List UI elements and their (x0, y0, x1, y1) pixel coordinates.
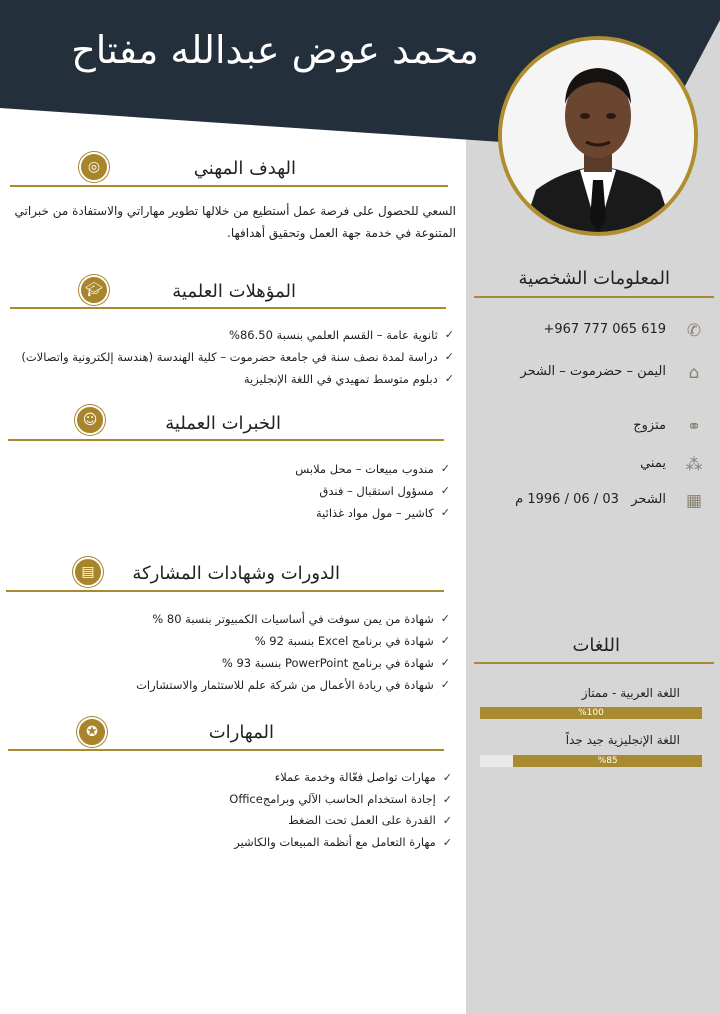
check-icon: ✓ (442, 792, 452, 806)
check-icon: ✓ (440, 634, 450, 647)
profile-photo (498, 36, 698, 236)
candidate-name: محمد عوض عبدالله مفتاح (71, 28, 479, 72)
people-icon: ⁂ (685, 455, 703, 475)
list-item: ✓ إجادة استخدام الحاسب الآلي وبرامجOffice (229, 789, 452, 811)
language-english-label: اللغة الإنجليزية جيد جداً (565, 733, 680, 747)
check-icon: ✓ (440, 678, 450, 691)
marital-row (470, 416, 716, 438)
nationality-text: يمني (640, 456, 666, 471)
list-item: ✓ مهارات تواصل فعّالة وخدمة عملاء (229, 767, 452, 789)
education-divider (10, 307, 446, 309)
list-item: ✓ شهادة في ريادة الأعمال من شركة علم للاستثمار والاستشارات (136, 674, 450, 696)
check-icon: ✓ (440, 506, 450, 519)
language-arabic-label: اللغة العربية - ممتاز (581, 686, 680, 700)
personal-info-title: المعلومات الشخصية (518, 268, 670, 289)
target-icon: ◎ (79, 152, 109, 182)
phone-icon: ✆ (686, 321, 702, 341)
language-english-bar (480, 755, 702, 767)
language-arabic-fill: %100 (480, 707, 702, 719)
list-item: ✓ كاشير – مول مواد غذائية (295, 502, 450, 524)
experience-divider (8, 439, 444, 441)
graduation-cap-icon: 🎓︎ (79, 275, 109, 305)
phone-number: +967 777 065 619 (543, 322, 666, 337)
courses-list (136, 608, 450, 696)
skills-title: المهارات (208, 722, 274, 743)
home-icon: ⌂ (688, 363, 700, 383)
list-item: ✓ مهارة التعامل مع أنظمة المبيعات والكاشير (229, 832, 452, 854)
list-item: ✓ شهادة من يمن سوفت في أساسيات الكمبيوتر بنسبة 80 % (136, 608, 450, 630)
head-profile-icon: ☺ (75, 405, 105, 435)
check-icon: ✓ (440, 656, 450, 669)
objective-divider (10, 185, 448, 187)
check-icon: ✓ (444, 328, 454, 341)
phone-row (470, 320, 716, 342)
list-item: ✓ ثانوية عامة – القسم العلمي بنسبة 86.50% (21, 324, 454, 346)
language-english-fill: %85 (513, 755, 702, 767)
skills-list (229, 767, 452, 853)
check-icon: ✓ (442, 771, 452, 784)
experience-list (295, 458, 450, 524)
check-icon: ✓ (440, 484, 450, 497)
skills-divider (8, 749, 444, 751)
language-arabic-bar (480, 707, 702, 719)
personal-info-divider (474, 296, 714, 298)
check-icon: ✓ (440, 612, 450, 625)
list-item: ✓ شهادة في برنامج PowerPoint بنسبة 93 % (136, 652, 450, 674)
calendar-icon: ▦ (685, 491, 703, 511)
check-icon: ✓ (442, 835, 452, 849)
list-item: ✓ مسؤول استقبال – فندق (295, 480, 450, 502)
courses-divider (6, 590, 444, 592)
list-item: ✓ شهادة في برنامج Excel بنسبة 92 % (136, 630, 450, 652)
check-icon: ✓ (444, 372, 454, 385)
birth-row (470, 490, 716, 512)
languages-title: اللغات (572, 635, 620, 656)
presentation-icon: ▤ (73, 557, 103, 587)
birth-text: الشحر 03 / 06 / 1996 م (515, 492, 666, 507)
list-item: ✓ دبلوم متوسط تمهيدي في اللغة الإنجليزية (21, 368, 454, 390)
courses-title: الدورات وشهادات المشاركة (132, 563, 340, 584)
languages-divider (474, 662, 714, 664)
list-item: ✓ مندوب مبيعات – محل ملابس (295, 458, 450, 480)
check-icon: ✓ (442, 814, 452, 827)
experience-title: الخبرات العملية (165, 413, 281, 434)
nationality-row (470, 454, 716, 476)
marital-status: متزوج (633, 418, 666, 433)
objective-title: الهدف المهني (193, 158, 296, 179)
education-title: المؤهلات العلمية (172, 281, 296, 302)
rings-icon: ⚭ (686, 417, 702, 437)
address-row (470, 362, 716, 384)
check-icon: ✓ (440, 462, 450, 475)
idea-head-icon: ✪ (77, 717, 107, 747)
objective-text: السعي للحصول على فرصة عمل أستطيع من خلالها تطوير مهاراتي والاستفادة من خبراتي المتنوعة في خدمة جهة العمل وتحقيق أهدافها. (14, 204, 456, 240)
address-text: اليمن – حضرموت – الشحر (520, 364, 666, 379)
check-icon: ✓ (444, 350, 454, 363)
list-item: ✓ دراسة لمدة نصف سنة في جامعة حضرموت – كلية الهندسة (هندسة إلكترونية واتصالات) (21, 346, 454, 368)
list-item: ✓ القدرة على العمل تحت الضغط (229, 810, 452, 832)
education-list (21, 324, 454, 390)
